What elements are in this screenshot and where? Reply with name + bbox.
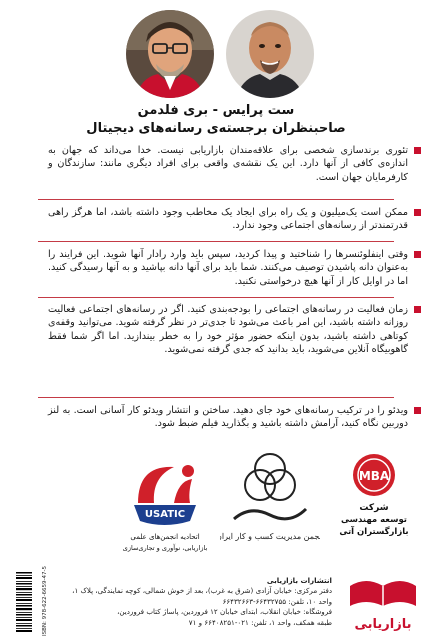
divider-rule	[38, 297, 394, 298]
red-square-bullet-icon	[414, 251, 421, 258]
mba-line-1: شرکت	[359, 503, 389, 513]
red-square-bullet-icon	[414, 147, 421, 154]
blurb-text: ممکن است یک‌میلیون و یک راه برای ایجاد یک مخاطب وجود داشته باشد، اما هرگز راهی قدرتمندتر از رسانه‌های اجتماعی وجود ندارد.	[48, 207, 408, 232]
barcode	[14, 570, 34, 636]
society-caption: انجمن مدیریت کسب و کار ایران	[220, 532, 320, 541]
open-book-icon	[350, 581, 416, 606]
author-subtitle: صاحبنظران برجسته‌ی رسانه‌های دیجیتال	[86, 121, 346, 136]
blurb-paragraph-3	[48, 248, 408, 288]
publisher-info	[57, 576, 332, 628]
divider-rule	[38, 397, 394, 398]
usatic-logo	[112, 459, 216, 564]
store-address: فروشگاه: خیابان انقلاب، ابتدای خیابان ۱۲ فروردین، پاساژ کتاب فروردین،	[117, 607, 332, 617]
isbn-label	[36, 565, 49, 637]
red-square-bullet-icon	[414, 306, 421, 313]
mba-line-3: بازارگستران آتی	[339, 527, 409, 537]
red-square-bullet-icon	[414, 209, 421, 216]
interlocking-circles-icon	[245, 454, 295, 500]
red-square-bullet-icon	[414, 407, 421, 414]
business-society-logo	[220, 449, 320, 559]
usatic-caption: اتحادیه انجمن‌های علمی	[130, 533, 200, 541]
author-photo-right	[226, 10, 314, 98]
blurb-paragraph-2	[48, 206, 408, 233]
blurb-text: زمان فعالیت در رسانه‌های اجتماعی را بودجه‌بندی کنید. اگر در رسانه‌های اجتماعی فعالیت روزانه داشته باشید، این امر باعث می‌شود تا جدی‌تر در نظر گرفته شوید. می‌توانید وقفه‌ی کوتاهی داشته باشید، بدون اینکه حضور مؤثر خود را به خطر بیندازید. اما اگر شما فقط گاهوبیگاه آنلاین می‌شوید، باید بدانید که جدی گرفته نمی‌شوید.	[48, 304, 408, 356]
author-names: ست پرایس - بری فلدمن	[137, 103, 295, 118]
publisher-brand: بازاریابی	[354, 617, 412, 632]
mba-line-2: توسعه مهندسی	[340, 515, 408, 525]
publisher-logo	[342, 570, 424, 640]
sponsor-logos	[0, 449, 432, 569]
author-photos	[0, 10, 432, 102]
blurb-text: ویدئو را در ترکیب رسانه‌های خود جای دهید. ساختن و انتشار ویدئو کار آسانی است. به لنز دوربین نگاه کنید، آرامش داشته باشید و بگذارید فیلم ضبط شود.	[48, 405, 408, 430]
mba-logo	[328, 449, 420, 549]
isbn-text: ISBN: 978-622-6659-47-5	[42, 565, 49, 637]
mba-badge: MBA	[358, 469, 390, 483]
divider-rule	[38, 199, 394, 200]
blurb-paragraph-4	[48, 303, 408, 357]
calligraphy-flourish-icon	[234, 509, 306, 519]
blurb-text: تئوری برندسازی شخصی برای علاقه‌مندان بازاریابی نیست. خدا می‌داند که جهان به اندازه‌ی کافی از آنها دارد. این یک نقشه‌ی واقعی برای افراد دیگری مانند: سازندگان و کارفرمایان جهان است.	[48, 145, 408, 183]
store-address-2: طبقه همکف، واحد ۱، تلفن: ۰۲۱-۶۶۴۰۸۲۵۱ و ۷۱	[188, 617, 332, 627]
blurb-paragraph-5	[48, 404, 408, 431]
publisher-footer	[0, 565, 432, 643]
divider-rule	[38, 241, 394, 242]
author-photo-left	[126, 10, 214, 98]
blurb-text: وقتی اینفلوئنسرها را شناختید و پیدا کردید، سپس باید وارد رادار آنها شوید. این فرایند را به‌عنوان دانه پاشیدن توصیف می‌کنند. شما باید برای آنها دانه بپاشید و به آنها رسیدگی کنید. اما در اوایل کار از آنها هیچ درخواستی نکنید.	[48, 249, 408, 287]
publisher-label: انتشارات بازاریابی	[266, 576, 332, 585]
hq-address: دفتر مرکزی: خیابان آزادی (شرق به غرب)، بعد از خوش شمالی، کوچه نمایندگی، پلاک ۱، واحد ۱۰، تلفن: ۶۶۴۳۲۷۵۵-۶۶۴۳۲۶۶۳	[72, 586, 332, 606]
usatic-badge: USATIC	[144, 509, 186, 520]
usatic-caption-2: بازاریابی، نوآوری و تجاری‌سازی	[122, 544, 208, 552]
author-heading	[0, 103, 432, 137]
blurb-paragraph-1	[48, 144, 408, 184]
